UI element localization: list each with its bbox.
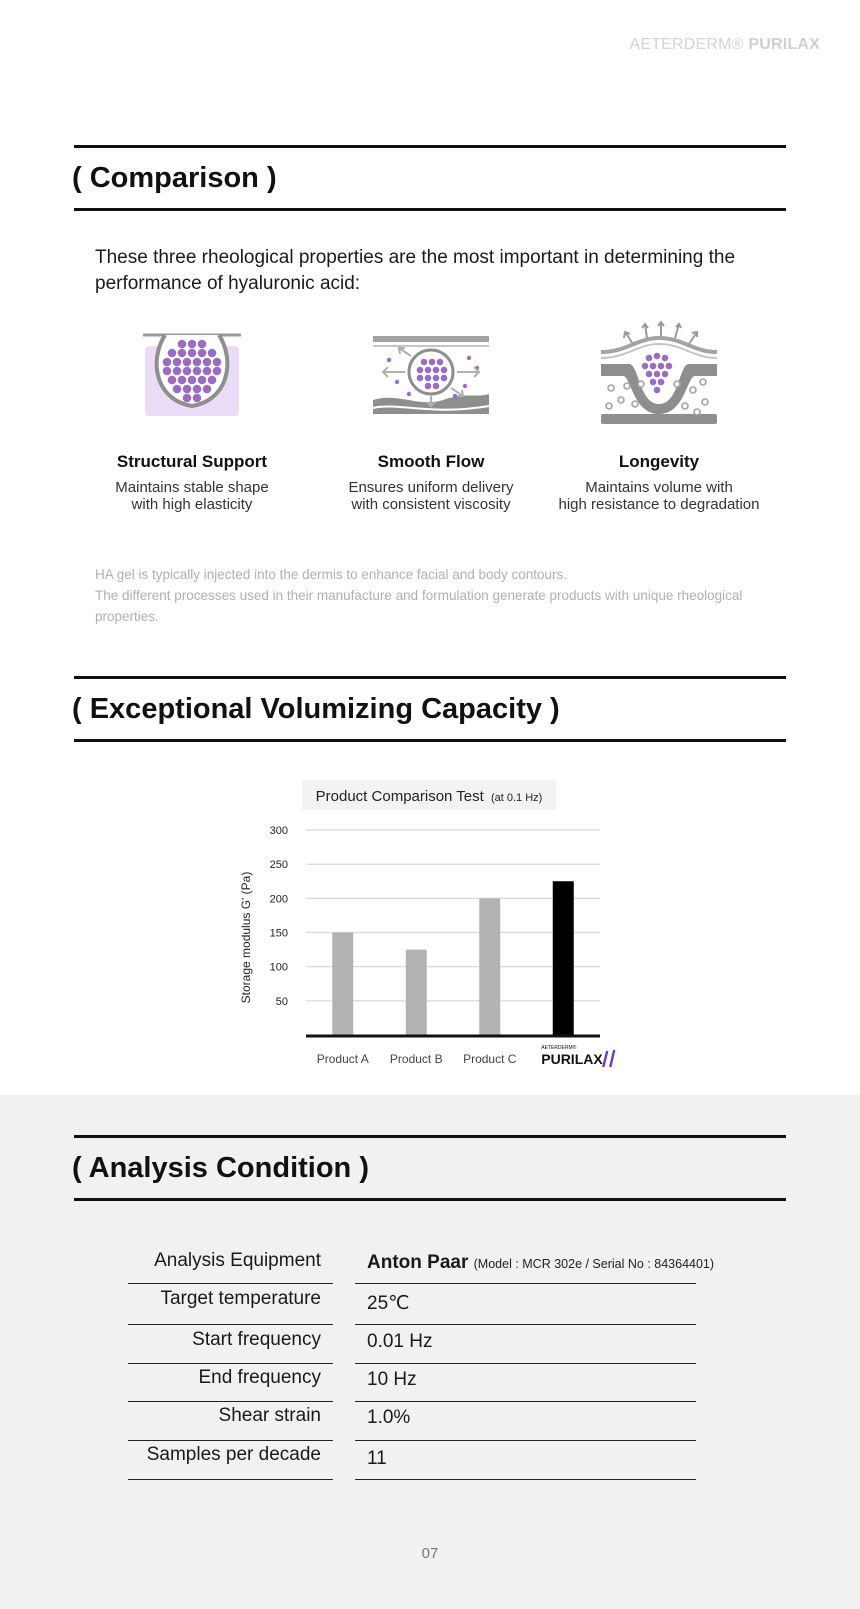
product-comparison-chart: [230, 780, 630, 1070]
condition-value: 25℃: [367, 1293, 410, 1314]
note-line: HA gel is typically injected into the dermis to enhance facial and body contours.: [95, 567, 568, 582]
condition-row: [128, 1367, 696, 1405]
property-description-line: with high elasticity: [131, 496, 253, 513]
longevity-icon: [597, 318, 721, 426]
x-label: Product C: [463, 1052, 517, 1066]
row-divider: [355, 1324, 696, 1325]
comparison-note: [95, 564, 785, 627]
page-number: 07: [421, 1545, 439, 1562]
bar-product-a: [332, 933, 353, 1036]
y-tick-label: 250: [269, 859, 288, 872]
property-description-line: with consistent viscosity: [351, 496, 511, 513]
y-tick-label: 50: [275, 995, 288, 1008]
smooth-flow-icon: [369, 322, 493, 426]
condition-label: Target temperature: [160, 1288, 321, 1309]
condition-label: Analysis Equipment: [154, 1250, 321, 1271]
condition-value: 0.01 Hz: [367, 1331, 433, 1352]
note-line: The different processes used in their manufacture and formulation generate products with unique rheological properties.: [95, 588, 743, 624]
y-tick-label: 150: [269, 927, 288, 940]
property-description-line: high resistance to degradation: [558, 496, 760, 513]
condition-label: End frequency: [198, 1367, 321, 1388]
row-divider: [128, 1283, 333, 1284]
chart-bars: [332, 881, 574, 1035]
property-description: [534, 479, 784, 513]
brand-header: [629, 36, 820, 54]
structural-support-icon: [137, 322, 247, 426]
bar-purilax: [553, 881, 574, 1035]
condition-row: [128, 1250, 715, 1288]
property-smooth-flow: [306, 322, 556, 513]
condition-row: [128, 1405, 696, 1443]
condition-value: 1.0%: [367, 1407, 411, 1428]
analysis-section-header: [74, 1135, 786, 1201]
y-tick-label: 100: [269, 961, 288, 974]
comparison-section-header: [74, 145, 786, 211]
x-label: Product A: [316, 1052, 369, 1066]
property-title: Longevity: [618, 452, 700, 471]
brand-name-light: AETERDERM®: [629, 36, 744, 53]
row-divider: [355, 1363, 696, 1364]
chart-y-axis-label: Storage modulus G' (Pa): [239, 871, 253, 1004]
volumizing-section-header: [74, 676, 786, 742]
property-structural-support: [67, 322, 317, 513]
condition-value-main: Anton Paar: [367, 1252, 469, 1273]
y-tick-label: 200: [269, 893, 288, 906]
condition-label: Samples per decade: [146, 1444, 321, 1465]
x-label: Product B: [389, 1052, 443, 1066]
row-divider: [128, 1363, 333, 1364]
bar-product-b: [406, 950, 427, 1035]
comparison-intro: These three rheological properties are the most important in determining the performance of hyaluronic acid:: [95, 247, 736, 294]
purilax-logo-mark: [603, 1050, 614, 1067]
row-divider: [355, 1440, 696, 1441]
condition-row: [128, 1288, 696, 1326]
property-longevity: [534, 318, 784, 513]
property-description-line: Maintains volume with: [585, 479, 733, 496]
property-title: Structural Support: [116, 452, 268, 471]
property-description-line: Ensures uniform delivery: [348, 479, 514, 496]
chart-title-main: Product Comparison Test: [315, 788, 484, 805]
property-title: Smooth Flow: [377, 452, 485, 471]
row-divider: [128, 1440, 333, 1441]
row-divider: [128, 1401, 333, 1402]
row-divider: [128, 1479, 333, 1480]
condition-label: Shear strain: [218, 1405, 321, 1426]
condition-value: 11: [367, 1448, 387, 1469]
condition-value-detail: (Model : MCR 302e / Serial No : 84364401): [473, 1257, 715, 1271]
volumizing-title: ( Exceptional Volumizing Capacity ): [72, 693, 560, 725]
x-label-purilax: PURILAX: [541, 1051, 603, 1067]
y-tick-label: 300: [269, 825, 288, 837]
condition-label: Start frequency: [192, 1329, 321, 1350]
condition-row: [128, 1329, 696, 1367]
brand-name-bold: PURILAX: [748, 36, 820, 53]
property-description: [306, 479, 556, 513]
row-divider: [355, 1401, 696, 1402]
property-description: [67, 479, 317, 513]
bar-product-c: [479, 898, 500, 1035]
property-description-line: Maintains stable shape: [115, 479, 269, 496]
comparison-title: ( Comparison ): [72, 162, 277, 194]
chart-subtitle: (at 0.1 Hz): [490, 792, 543, 804]
row-divider: [355, 1283, 696, 1284]
analysis-title: ( Analysis Condition ): [72, 1152, 369, 1184]
chart-x-labels: [317, 1044, 615, 1067]
chart-y-ticks: [270, 825, 288, 1008]
row-divider: [355, 1479, 696, 1480]
condition-row: [128, 1444, 696, 1482]
condition-value: 10 Hz: [367, 1369, 417, 1390]
condition-value: [356, 1252, 714, 1274]
x-label-brand-prefix: AETERDERM®: [541, 1045, 577, 1051]
row-divider: [128, 1324, 333, 1325]
